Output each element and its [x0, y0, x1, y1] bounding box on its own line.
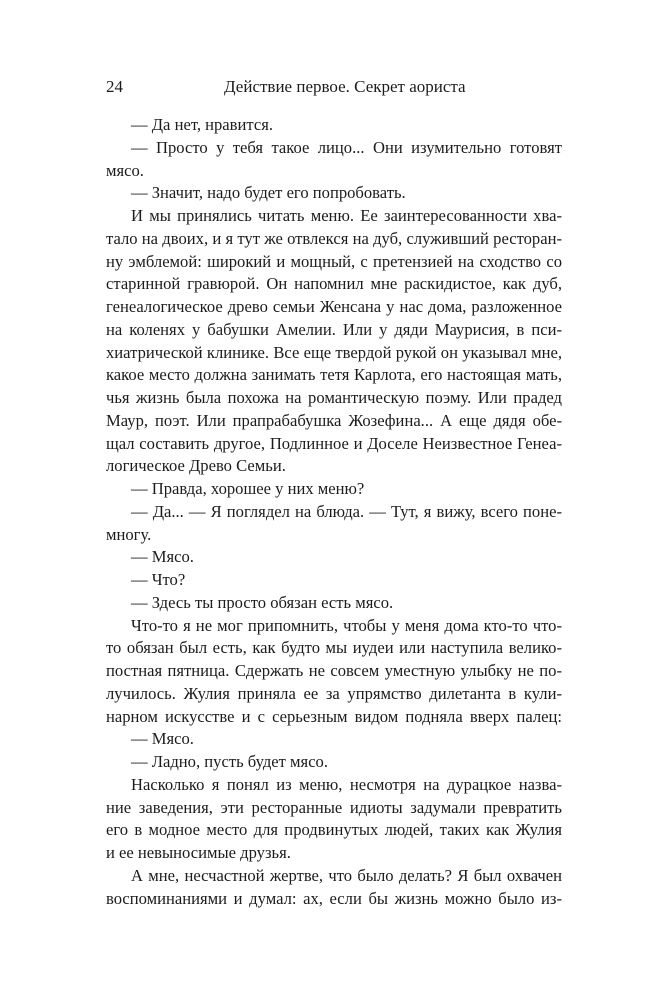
text-line: — Мясо.	[131, 729, 194, 749]
text-line: — Значит, надо будет его попробовать.	[131, 183, 406, 203]
text-line: какое место должна занимать тетя Карлота, его настоящая мать,	[106, 365, 562, 385]
text-line: его в модное место для продвинутых людей, таких как Жулия	[106, 820, 562, 840]
text-line: — Здесь ты просто обязан есть мясо.	[131, 592, 394, 612]
page-number: 24	[106, 77, 123, 96]
text-line: — Просто у тебя такое лицо... Они изумительно готовят	[131, 137, 562, 157]
text-line: многу.	[106, 524, 152, 544]
body-text	[106, 114, 562, 910]
text-line: мясо.	[106, 160, 144, 180]
running-head: Действие первое. Секрет аориста	[224, 77, 466, 96]
text-line: чья жизнь была похожа на романтическую поэму. Или прадед	[106, 388, 562, 407]
text-line: И мы принялись читать меню. Ее заинтересованности хва-	[131, 206, 562, 225]
text-line: воспоминаниями и думал: ах, если бы жизнь можно было из-	[106, 888, 562, 908]
text-line: — Что?	[131, 570, 186, 589]
text-line: постная пятница. Сдержать не совсем уместную улыбку не по-	[106, 661, 562, 680]
text-line: Что-то я не мог припомнить, чтобы у меня дома кто-то что-	[131, 615, 562, 635]
text-line: логическое Древо Семьи.	[106, 456, 286, 476]
text-line: и ее невыносимые друзья.	[106, 843, 291, 862]
text-line: — Правда, хорошее у них меню?	[131, 479, 365, 498]
text-line: — Мясо.	[131, 547, 194, 567]
text-line: генеалогическое древо семьи Женсана у нас дома, разложенное	[106, 297, 562, 316]
text-line: тало на двоих, и я тут же отвлекся на дуб, служивший ресторан-	[106, 228, 562, 248]
page-header	[106, 74, 562, 100]
text-line: хиатрической клинике. Все еще твердой рукой он указывал мне,	[106, 342, 562, 362]
text-line: ние заведения, эти ресторанные идиоты задумали превратить	[106, 797, 562, 817]
text-line: — Ладно, пусть будет мясо.	[131, 752, 329, 771]
text-line: на коленях у бабушки Амелии. Или у дяди Маурисия, в пси-	[106, 319, 562, 339]
text-line: — Да... — Я поглядел на блюда. — Тут, я вижу, всего поне-	[131, 501, 562, 521]
text-line: Насколько я понял из меню, несмотря на дурацкое назва-	[131, 774, 562, 794]
text-line: нарном искусстве и с серьезным видом подняла вверх палец:	[106, 706, 562, 726]
text-line: лучилось. Жулия приняла ее за упрямство дилетанта в кули-	[106, 683, 562, 703]
text-line: Маур, поэт. Или прапрабабушка Жозефина... А еще дядя обе-	[106, 410, 562, 430]
text-line: щал составить другое, Подлинное и Доселе Неизвестное Генеа-	[106, 433, 562, 453]
text-line: — Да нет, нравится.	[131, 115, 273, 134]
text-line: то обязан был есть, как будто мы иудеи или наступила велико-	[106, 638, 562, 658]
text-line: старинной гравюрой. Он напомнил мне раскидистое, как дуб,	[106, 274, 562, 294]
text-line: ну эмблемой: широкий и мощный, с претензией на сходство со	[106, 251, 562, 271]
text-line: А мне, несчастной жертве, что было делать? Я был охвачен	[131, 865, 562, 885]
